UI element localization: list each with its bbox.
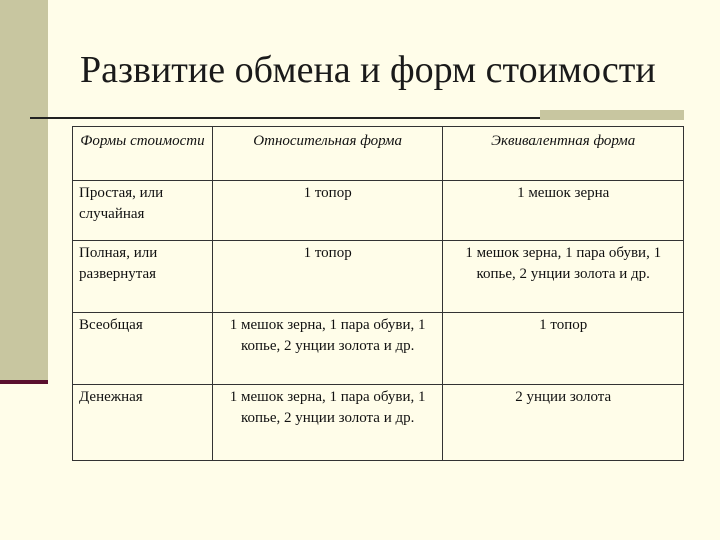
cell-relative: 1 мешок зерна, 1 пара обуви, 1 копье, 2 унции золота и др. [212, 313, 443, 385]
table-row [73, 241, 684, 313]
cell-form: Простая, или случайная [73, 181, 213, 241]
cell-equivalent: 1 мешок зерна [443, 181, 684, 241]
cell-relative: 1 топор [212, 241, 443, 313]
table-header-row [73, 127, 684, 181]
cell-form: Полная, или развернутая [73, 241, 213, 313]
cell-relative: 1 мешок зерна, 1 пара обуви, 1 копье, 2 унции золота и др. [212, 385, 443, 461]
header-forms: Формы стоимости [73, 127, 213, 181]
cell-form: Денежная [73, 385, 213, 461]
title-underline [30, 117, 540, 119]
header-relative-form: Относительная форма [212, 127, 443, 181]
cell-form: Всеобщая [73, 313, 213, 385]
cell-relative: 1 топор [212, 181, 443, 241]
title-underline-accent [540, 110, 684, 120]
cell-equivalent: 2 унции золота [443, 385, 684, 461]
cell-equivalent: 1 мешок зерна, 1 пара обуви, 1 копье, 2 унции золота и др. [443, 241, 684, 313]
table-row [73, 385, 684, 461]
table-row [73, 181, 684, 241]
left-decor-accent [0, 380, 48, 384]
slide-title: Развитие обмена и форм стоимости [80, 49, 656, 91]
value-forms-table [72, 126, 684, 461]
cell-equivalent: 1 топор [443, 313, 684, 385]
header-equivalent-form: Эквивалентная форма [443, 127, 684, 181]
left-decor-bar [0, 0, 48, 384]
table-row [73, 313, 684, 385]
